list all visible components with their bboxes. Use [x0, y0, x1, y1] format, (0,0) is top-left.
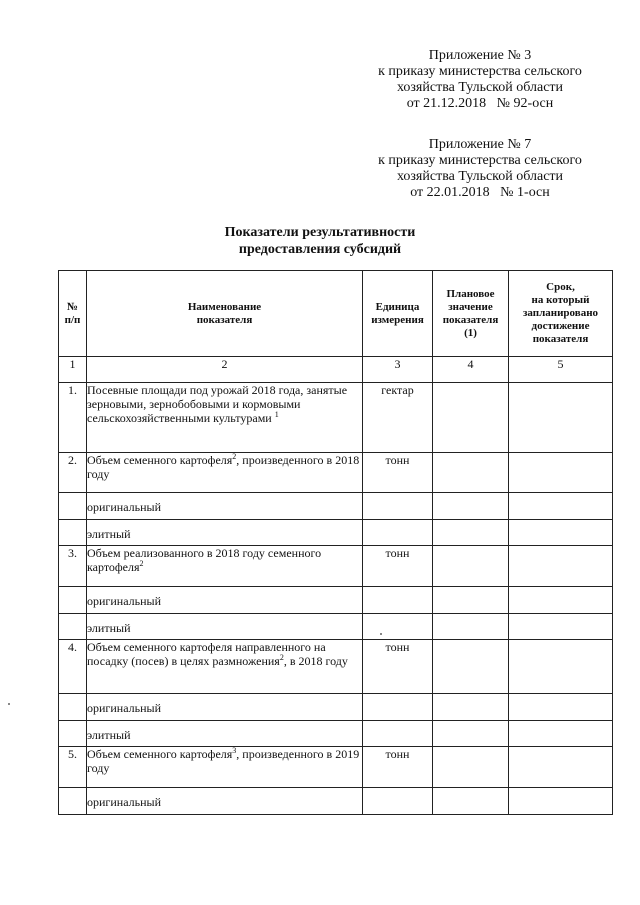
term-cell: [509, 453, 613, 493]
plan-value-cell: [433, 453, 509, 493]
row-number: 2.: [59, 453, 87, 493]
indicator-unit: [363, 614, 433, 640]
document-title: [0, 224, 640, 258]
annex-original-line2: хозяйства Тульской области: [396, 169, 564, 184]
header-plan: Плановое значение показателя (1): [433, 271, 509, 357]
plan-value-cell: [433, 694, 509, 721]
indicator-unit: тонн: [363, 640, 433, 694]
row-number: [59, 587, 87, 614]
table-row: [59, 546, 613, 587]
indicator-unit: тонн: [363, 453, 433, 493]
plan-value-cell: [433, 546, 509, 587]
plan-value-cell: [433, 383, 509, 453]
term-cell: [509, 493, 613, 520]
table-row: [59, 453, 613, 493]
table-row: [59, 493, 613, 520]
row-number: 1.: [59, 383, 87, 453]
annex-original-line3: от 22.01.2018 № 1-осн: [410, 185, 550, 200]
term-cell: [509, 546, 613, 587]
indicator-name: оригинальный: [87, 694, 363, 721]
header-no: № п/п: [59, 271, 87, 357]
scan-speck: [8, 703, 10, 705]
indicator-name: оригинальный: [87, 587, 363, 614]
term-cell: [509, 383, 613, 453]
header-name: Наименование показателя: [87, 271, 363, 357]
indicator-name: элитный: [87, 520, 363, 546]
indicator-name: Посевные площади под урожай 2018 года, занятые зерновыми, зернобобовыми и кормовыми сельскохозяйственными культурами $^1$: [87, 383, 363, 453]
document-title-line2: предоставления субсидий: [238, 242, 402, 257]
term-cell: [509, 788, 613, 815]
header-term: Срок, на который запланировано достижение показателя: [509, 271, 613, 357]
header-unit: Единица измерения: [363, 271, 433, 357]
table-row: [59, 721, 613, 747]
term-cell: [509, 694, 613, 721]
plan-value-cell: [433, 520, 509, 546]
column-number: 4: [433, 357, 509, 383]
term-cell: [509, 640, 613, 694]
table-row: [59, 747, 613, 788]
row-number: [59, 493, 87, 520]
plan-value-cell: [433, 587, 509, 614]
indicator-unit: [363, 587, 433, 614]
indicator-unit: гектар: [363, 383, 433, 453]
annex-current-title: Приложение № 3: [428, 48, 532, 63]
indicator-unit: [363, 721, 433, 747]
table-row: [59, 640, 613, 694]
indicators-table: [58, 270, 613, 815]
plan-value-cell: [433, 721, 509, 747]
column-number-row: [59, 357, 613, 383]
row-number: [59, 721, 87, 747]
term-cell: [509, 520, 613, 546]
term-cell: [509, 587, 613, 614]
indicator-name: Объем семенного картофеля направленного на посадку (посев) в целях размножения$^2$, в 2018 году: [87, 640, 363, 694]
indicator-unit: [363, 520, 433, 546]
row-number: 4.: [59, 640, 87, 694]
term-cell: [509, 721, 613, 747]
indicator-name: элитный: [87, 721, 363, 747]
table-row: [59, 788, 613, 815]
document-title-line1: Показатели результативности: [224, 225, 416, 240]
indicator-unit: [363, 493, 433, 520]
annex-current-header: [340, 48, 620, 112]
term-cell: [509, 614, 613, 640]
annex-current-line1: к приказу министерства сельского: [378, 64, 582, 79]
table-header-row: [59, 271, 613, 357]
table-row: [59, 587, 613, 614]
column-number: 2: [87, 357, 363, 383]
table-row: [59, 614, 613, 640]
annex-original-line1: к приказу министерства сельского: [378, 153, 582, 168]
row-number: [59, 614, 87, 640]
annex-original-header: [340, 137, 620, 201]
column-number: 1: [59, 357, 87, 383]
indicator-name: элитный: [87, 614, 363, 640]
table-row: [59, 694, 613, 721]
indicator-unit: тонн: [363, 747, 433, 788]
plan-value-cell: [433, 614, 509, 640]
column-number: 5: [509, 357, 613, 383]
table-row: [59, 520, 613, 546]
indicator-unit: [363, 788, 433, 815]
row-number: 3.: [59, 546, 87, 587]
plan-value-cell: [433, 747, 509, 788]
scan-speck: [380, 633, 382, 635]
indicator-unit: тонн: [363, 546, 433, 587]
row-number: [59, 788, 87, 815]
annex-current-line3: от 21.12.2018 № 92-осн: [406, 96, 554, 111]
indicator-name: Объем реализованного в 2018 году семенного картофеля$^2$: [87, 546, 363, 587]
indicator-name: Объем семенного картофеля$^3$, произведенного в 2019 году: [87, 747, 363, 788]
row-number: [59, 520, 87, 546]
indicator-unit: [363, 694, 433, 721]
table-row: [59, 383, 613, 453]
column-number: 3: [363, 357, 433, 383]
plan-value-cell: [433, 788, 509, 815]
plan-value-cell: [433, 640, 509, 694]
row-number: [59, 694, 87, 721]
row-number: 5.: [59, 747, 87, 788]
annex-original-title: Приложение № 7: [428, 137, 532, 152]
indicator-name: Объем семенного картофеля$^2$, произведенного в 2018 году: [87, 453, 363, 493]
indicator-name: оригинальный: [87, 493, 363, 520]
plan-value-cell: [433, 493, 509, 520]
indicator-name: оригинальный: [87, 788, 363, 815]
annex-current-line2: хозяйства Тульской области: [396, 80, 564, 95]
term-cell: [509, 747, 613, 788]
